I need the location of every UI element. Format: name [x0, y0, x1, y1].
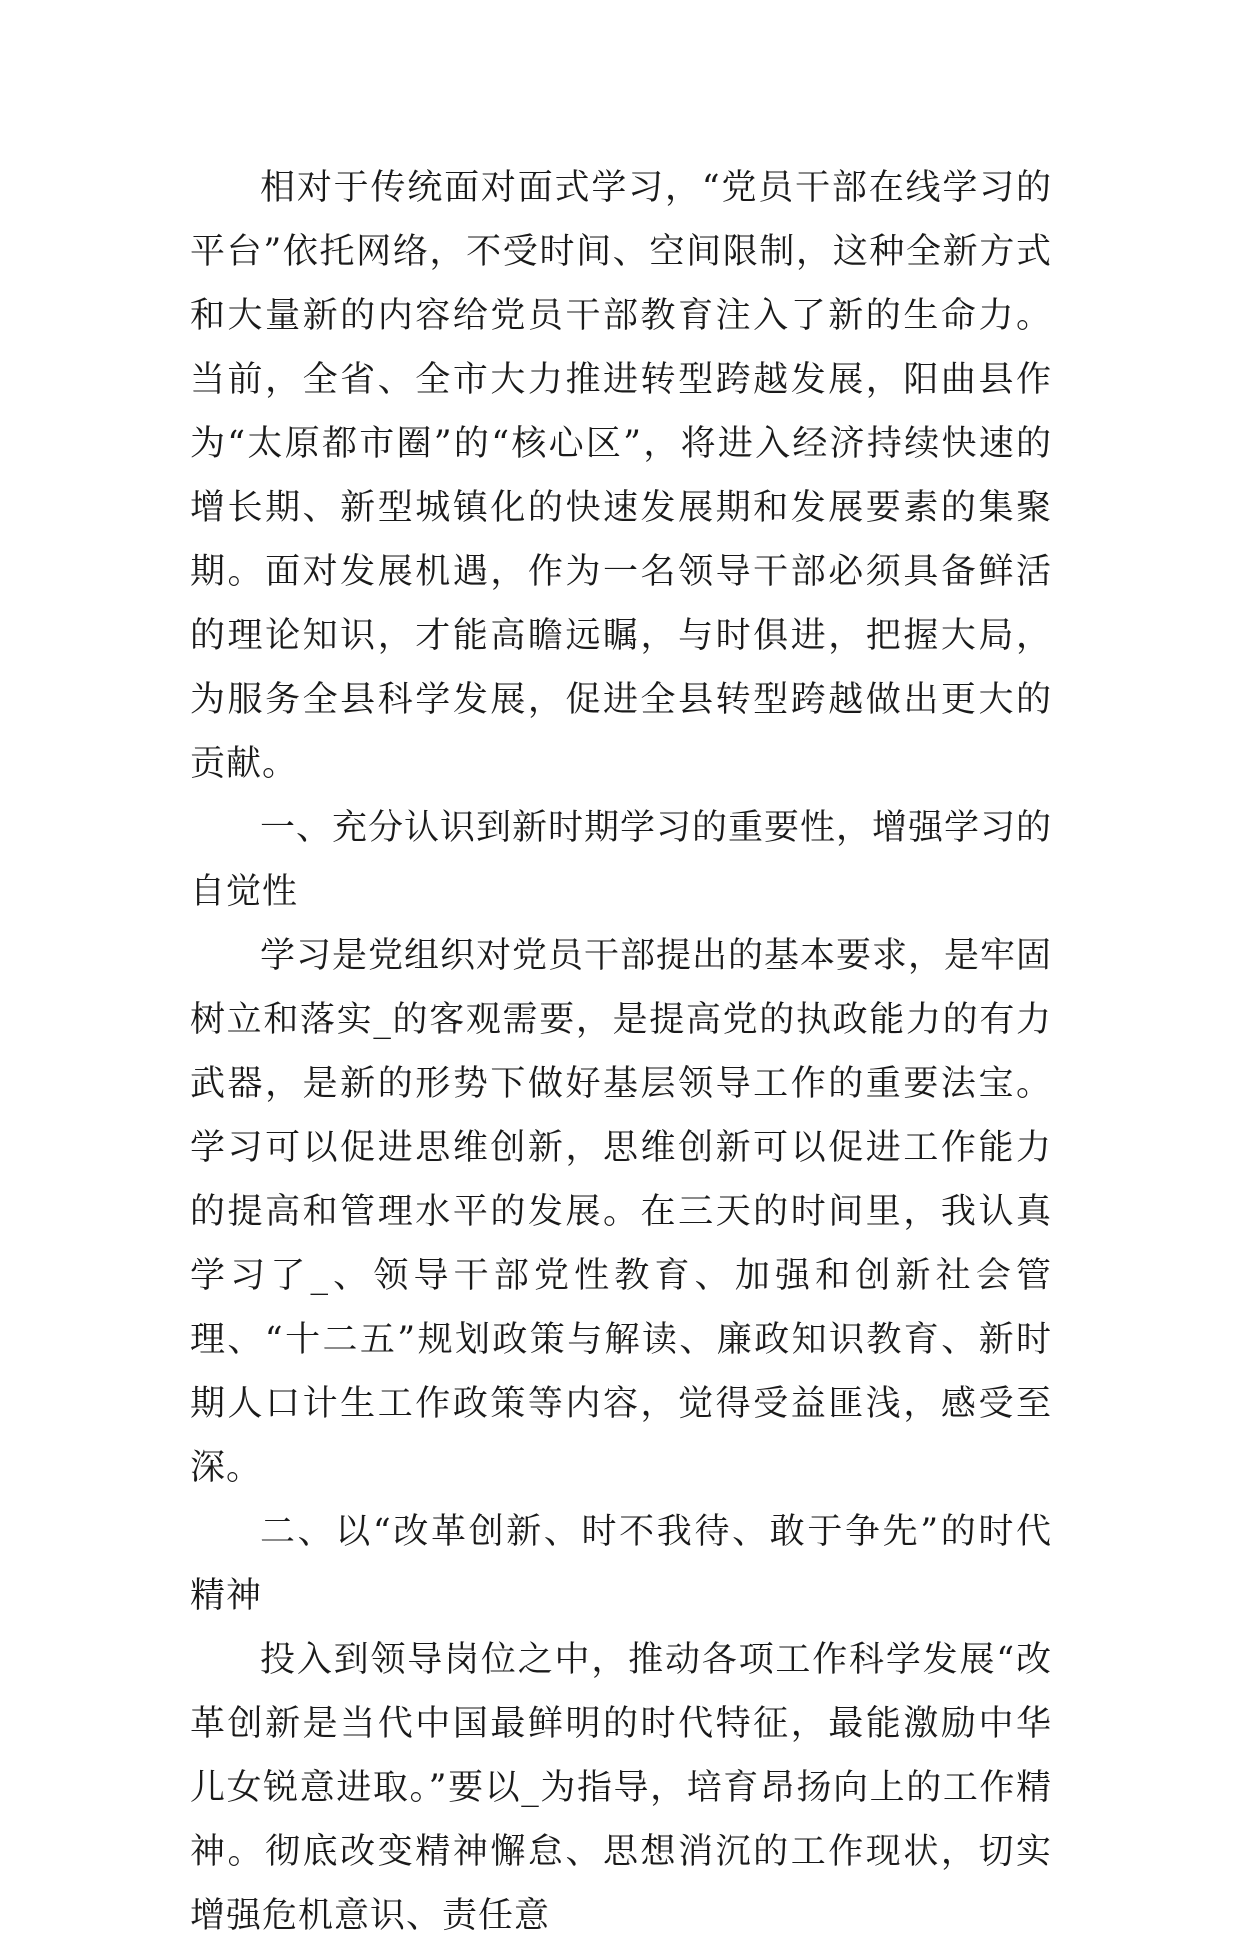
heading-section-two: 二、以“改革创新、时不我待、敢于争先”的时代精神	[190, 1512, 1052, 1616]
document-body	[190, 156, 1052, 1948]
paragraph-section-one: 学习是党组织对党员干部提出的基本要求，是牢固树立和落实_的客观需要，是提高党的执政能力的有力武器，是新的形势下做好基层领导工作的重要法宝。学习可以促进思维创新，思维创新可以促进工作能力的提高和管理水平的发展。在三天的时间里，我认真学习了_、领导干部党性教育、加强和创新社会管理、“十二五”规划政策与解读、廉政知识教育、新时期人口计生工作政策等内容，觉得受益匪浅，感受至深。	[190, 936, 1053, 1488]
paragraph-section-two: 投入到领导岗位之中，推动各项工作科学发展“改革创新是当代中国最鲜明的时代特征，最能激励中华儿女锐意进取。”要以_为指导，培育昂扬向上的工作精神。彻底改变精神懈怠、思想消沉的工作现状，切实增强危机意识、责任意	[190, 1640, 1052, 1936]
heading-section-one: 一、充分认识到新时期学习的重要性，增强学习的自觉性	[190, 808, 1053, 912]
paragraph-intro: 相对于传统面对面式学习，“党员干部在线学习的平台”依托网络，不受时间、空间限制，这种全新方式和大量新的内容给党员干部教育注入了新的生命力。当前，全省、全市大力推进转型跨越发展，阳曲县作为“太原都市圈”的“核心区”，将进入经济持续快速的增长期、新型城镇化的快速发展期和发展要素的集聚期。面对发展机遇，作为一名领导干部必须具备鲜活的理论知识，才能高瞻远瞩，与时俱进，把握大局，为服务全县科学发展，促进全县转型跨越做出更大的贡献。	[190, 168, 1052, 784]
